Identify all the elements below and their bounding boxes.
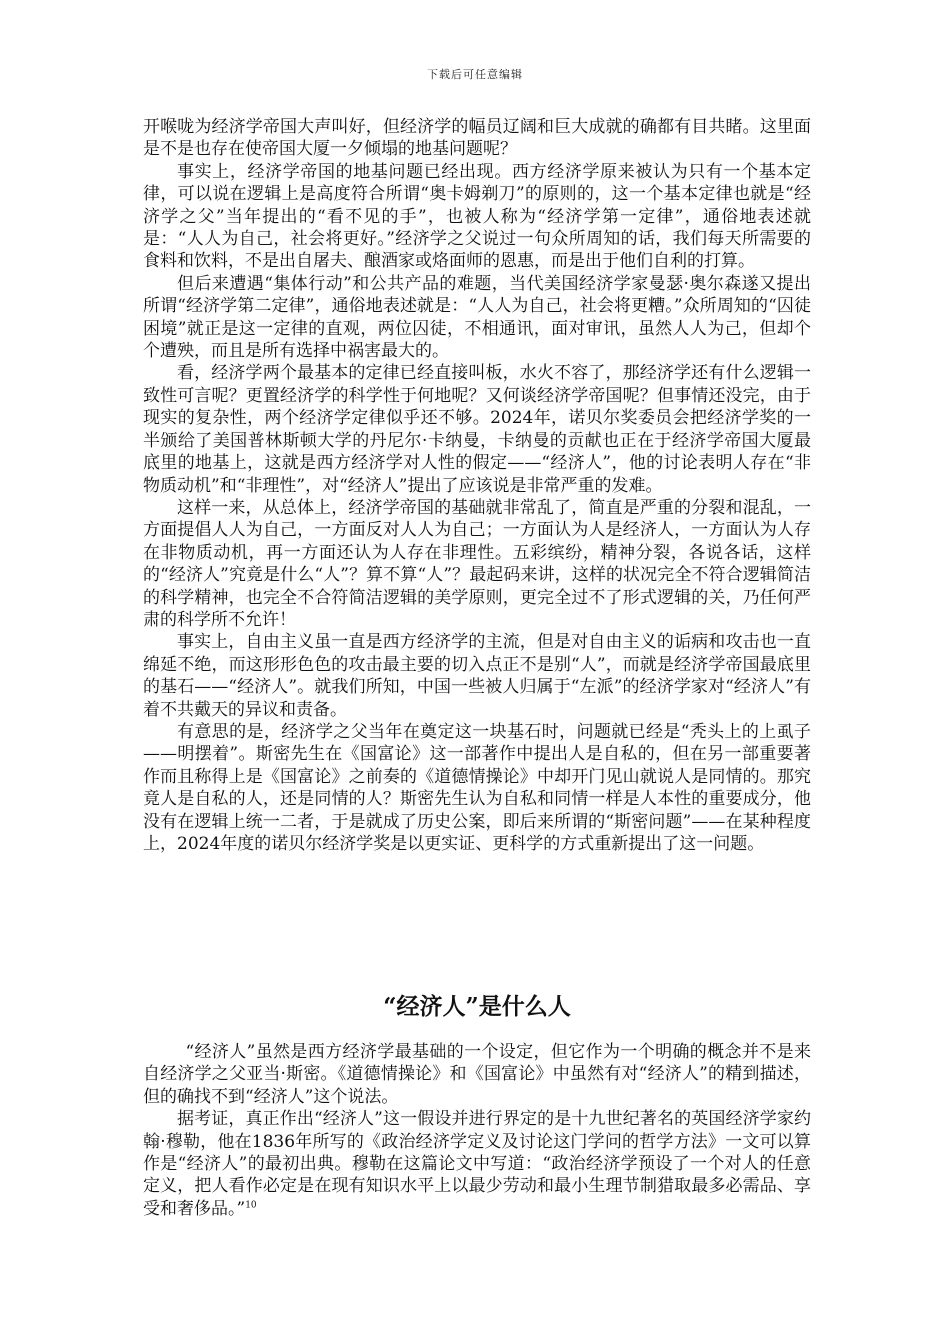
- footnote-marker: 10: [245, 1200, 257, 1211]
- paragraph: 这样一来，从总体上，经济学帝国的基础就非常乱了，简直是严重的分裂和混乱，一方面提倡人人为自己，一方面反对人人为自己；一方面认为人是经济人，一方面认为人存在非物质动机，再一方面还认为人存在非理性。五彩缤纷，精神分裂，各说各话，这样的“经济人”究竟是什么“人”？算不算“人”？最起码来讲，这样的状况完全不符合逻辑简洁的科学精神，也完全不合符简洁逻辑的美学原则，更完全过不了形式逻辑的关，乃任何严肃的科学所不允许！: [143, 497, 811, 630]
- paragraph: [143, 1108, 811, 1220]
- paragraph: “经济人”虽然是西方经济学最基础的一个设定，但它作为一个明确的概念并不是来自经济学之父亚当·斯密。《道德情操论》和《国富论》中虽然有对“经济人”的精到描述，但的确找不到“经济人”这个说法。: [143, 1042, 811, 1107]
- paragraph: 看，经济学两个最基本的定律已经直接叫板，水火不容了，那经济学还有什么逻辑一致性可言呢？更置经济学的科学性于何地呢？又何谈经济学帝国呢？但事情还没完，由于现实的复杂性，两个经济学定律似乎还不够。2024年，诺贝尔奖委员会把经济学奖的一半颁给了美国普林斯顿大学的丹尼尔·卡纳曼，卡纳曼的贡献也正在于经济学帝国大厦最底里的地基上，这就是西方经济学对人性的假定——“经济人”，他的讨论表明人存在“非物质动机”和“非理性”，对“经济人”提出了应该说是非常严重的发难。: [143, 363, 811, 496]
- section-text: [143, 1041, 811, 1220]
- page-header: 下载后可任意编辑: [427, 68, 523, 81]
- paragraph: 事实上，自由主义虽一直是西方经济学的主流，但是对自由主义的诟病和攻击也一直绵延不绝，而这形形色色的攻击最主要的切入点正不是别“人”，而就是经济学帝国最底里的基石——“经济人”。就我们所知，中国一些被人归属于“左派”的经济学家对“经济人”有着不共戴天的异议和责备。: [143, 632, 811, 720]
- paragraph-text: 据考证，真正作出“经济人”这一假设并进行界定的是十九世纪著名的英国经济学家约翰·穆勒，他在1836年所写的《政治经济学定义及讨论这门学问的哲学方法》一文可以算作是“经济人”的最初出典。穆勒在这篇论文中写道：“政治经济学预设了一个对人的任意定义，把人看作必定是在现有知识水平上以最少劳动和最小生理节制猎取最多必需品、享受和奢侈品。”: [143, 1109, 811, 1219]
- paragraph: 事实上，经济学帝国的地基问题已经出现。西方经济学原来被认为只有一个基本定律，可以说在逻辑上是高度符合所谓“奥卡姆剃刀”的原则的，这一个基本定律也就是“经济学之父”当年提出的“看不见的手”，也被人称为“经济学第一定律”，通俗地表述就是：“人人为自己，社会将更好。”经济学之父说过一句众所周知的话，我们每天所需要的食料和饮料，不是出自屠夫、酿酒家或烙面师的恩惠，而是出于他们自利的打算。: [143, 161, 811, 272]
- paragraph: 开喉咙为经济学帝国大声叫好，但经济学的幅员辽阔和巨大成就的确都有目共睹。这里面是不是也存在使帝国大厦一夕倾塌的地基问题呢？: [143, 117, 811, 160]
- section-heading: “经济人”是什么人: [383, 993, 571, 1020]
- paragraph: 但后来遭遇“集体行动”和公共产品的难题，当代美国经济学家曼瑟·奥尔森遂又提出所谓“经济学第二定律”，通俗地表述就是：“人人为自己，社会将更糟。”众所周知的“囚徒困境”就正是这一定律的直观，两位囚徒，不相通讯，面对审讯，虽然人人为己，但却个个遭殃，而且是所有选择中祸害最大的。: [143, 273, 811, 362]
- paragraph: 有意思的是，经济学之父当年在奠定这一块基石时，问题就已经是“秃头上的上虱子——明摆着”。斯密先生在《国富论》这一部著作中提出人是自私的，但在另一部重要著作而且称得上是《国富论》之前奏的《道德情操论》中却开门见山就说人是同情的。那究竟人是自私的人，还是同情的人？斯密先生认为自私和同情一样是人本性的重要成分，他没有在逻辑上统一二者，于是就成了历史公案，即后来所谓的“斯密问题”——在某种程度上，2024年度的诺贝尔经济学奖是以更实证、更科学的方式重新提出了这一问题。: [143, 721, 811, 854]
- body-text: [143, 116, 811, 855]
